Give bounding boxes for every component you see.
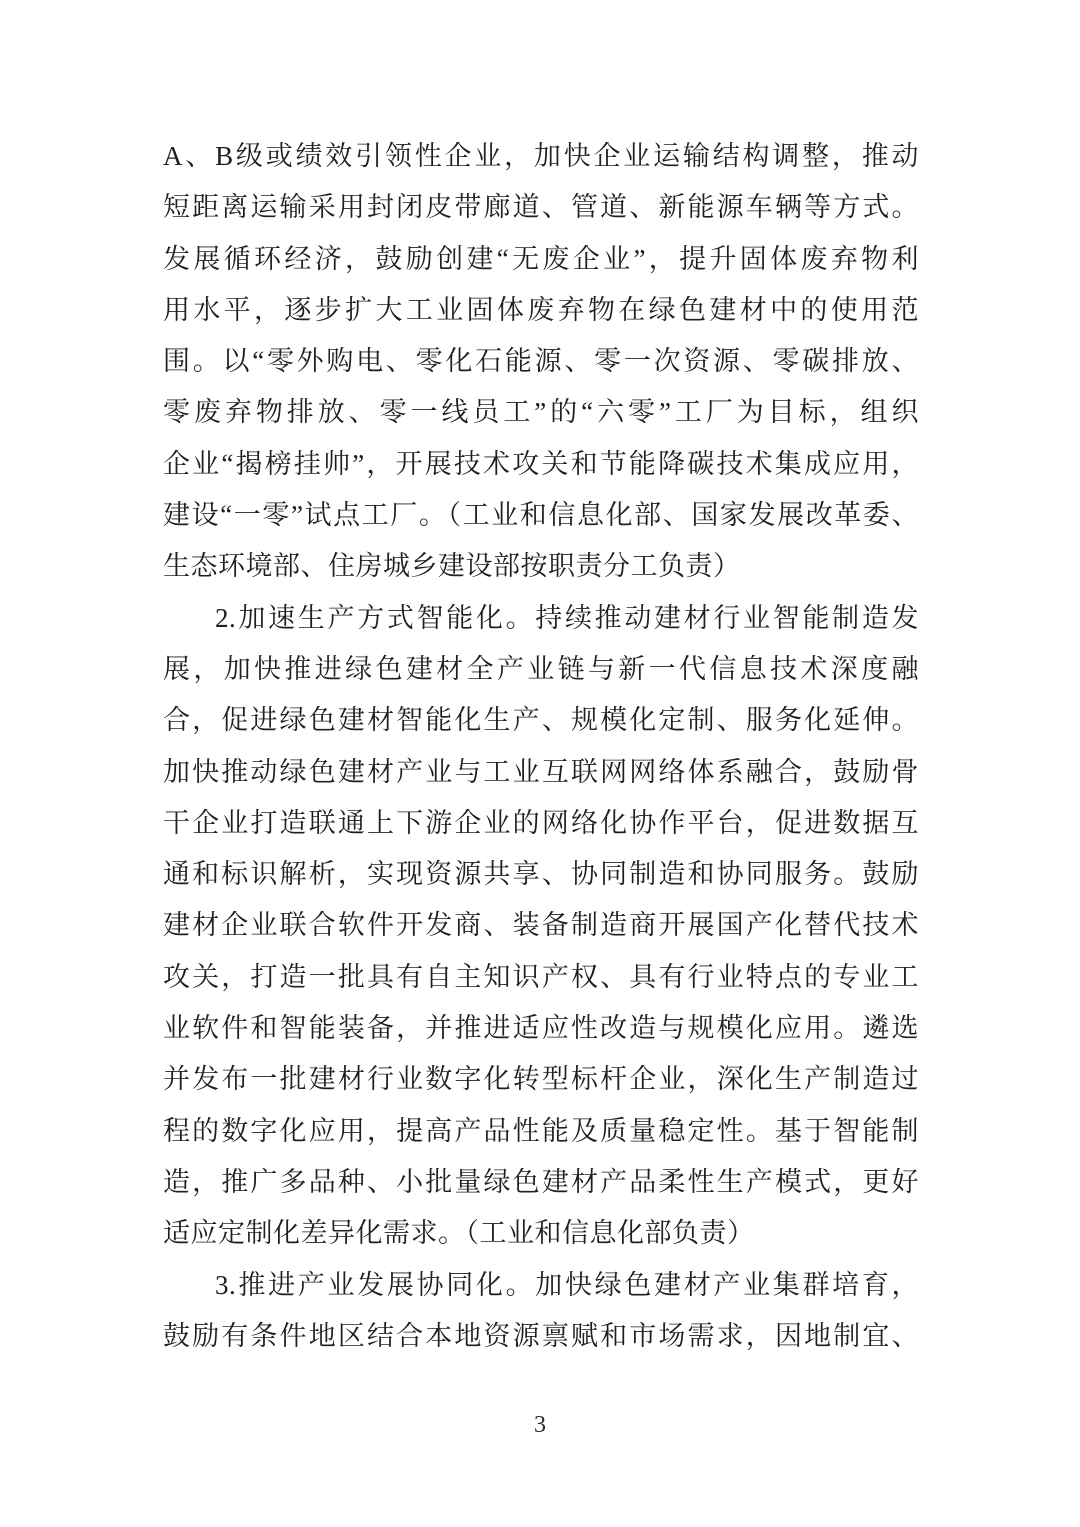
text-line: 攻关，打造一批具有自主知识产权、具有行业特点的专业工 xyxy=(163,961,919,992)
text-line: 展，加快推进绿色建材全产业链与新一代信息技术深度融 xyxy=(163,653,919,684)
text-line: 短距离运输采用封闭皮带廊道、管道、新能源车辆等方式。 xyxy=(163,192,919,223)
page-number: 3 xyxy=(534,1412,546,1438)
text-line: 建设“一零”试点工厂。（工业和信息化部、国家发展改革委、 xyxy=(163,500,919,531)
text-line-paragraph-3-start: 3.推进产业发展协同化。加快绿色建材产业集群培育， xyxy=(215,1269,919,1300)
text-line: 鼓励有条件地区结合本地资源禀赋和市场需求，因地制宜、 xyxy=(163,1320,919,1351)
text-line: 企业“揭榜挂帅”，开展技术攻关和节能降碳技术集成应用， xyxy=(163,448,919,479)
document-text-block xyxy=(163,131,919,1362)
text-line: 加快推动绿色建材产业与工业互联网网络体系融合，鼓励骨 xyxy=(163,756,919,787)
text-line: 围。以“零外购电、零化石能源、零一次资源、零碳排放、 xyxy=(163,346,919,377)
text-line: 建材企业联合软件开发商、装备制造商开展国产化替代技术 xyxy=(163,910,919,941)
text-line: 用水平，逐步扩大工业固体废弃物在绿色建材中的使用范 xyxy=(163,294,919,325)
text-line: 合，促进绿色建材智能化生产、规模化定制、服务化延伸。 xyxy=(163,705,919,736)
text-line: 业软件和智能装备，并推进适应性改造与规模化应用。遴选 xyxy=(163,1013,919,1044)
text-line: 干企业打造联通上下游企业的网络化协作平台，促进数据互 xyxy=(163,807,919,838)
text-line: 发展循环经济，鼓励创建“无废企业”，提升固体废弃物利 xyxy=(163,243,919,274)
text-line: 造，推广多品种、小批量绿色建材产品柔性生产模式，更好 xyxy=(163,1166,919,1197)
text-line: 生态环境部、住房城乡建设部按职责分工负责） xyxy=(163,551,741,582)
text-line: 并发布一批建材行业数字化转型标杆企业，深化生产制造过 xyxy=(163,1064,919,1095)
text-line: A、B级或绩效引领性企业，加快企业运输结构调整，推动 xyxy=(163,141,919,171)
text-line: 程的数字化应用，提高产品性能及质量稳定性。基于智能制 xyxy=(163,1115,919,1146)
text-line: 通和标识解析，实现资源共享、协同制造和协同服务。鼓励 xyxy=(163,859,919,890)
text-line-paragraph-2-start: 2.加速生产方式智能化。持续推动建材行业智能制造发 xyxy=(215,602,919,633)
text-line: 零废弃物排放、零一线员工”的“六零”工厂为目标，组织 xyxy=(163,397,919,428)
text-line: 适应定制化差异化需求。（工业和信息化部负责） xyxy=(163,1218,755,1249)
